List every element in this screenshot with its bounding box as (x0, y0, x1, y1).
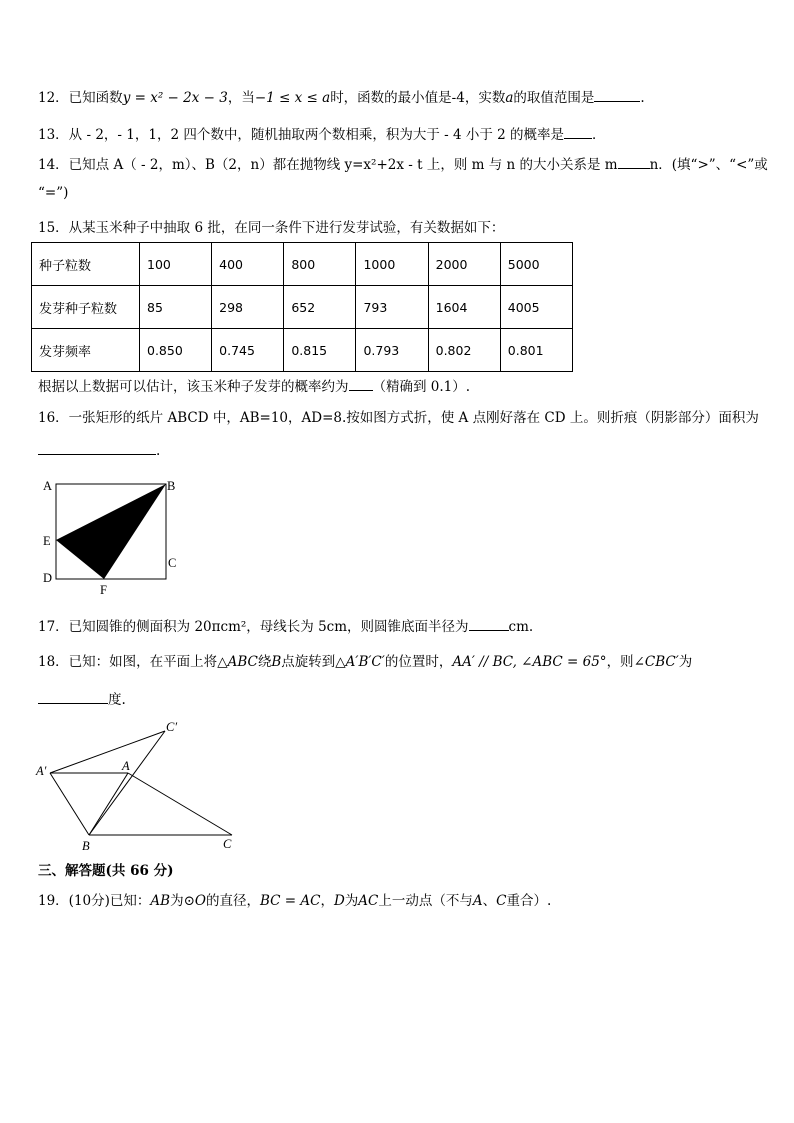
q13-end: ． (592, 127, 606, 143)
row-header: 种子粒数 (32, 243, 140, 286)
q17-end: cm. (508, 619, 534, 635)
q18-text-e: ，则 (606, 654, 634, 670)
q19-d: D (333, 893, 345, 909)
table-cell: 298 (212, 286, 284, 329)
q19-text-e: 为 (344, 893, 359, 909)
q12-end: . (640, 90, 645, 106)
q19-text-d: ， (320, 893, 334, 909)
question-15-intro: 15．从某玉米种子中抽取 6 批，在同一条件下进行发芽试验，有关数据如下： (38, 220, 505, 236)
q12-suffix: 的取值范围是 (513, 90, 595, 106)
table-cell: 5000 (500, 243, 572, 286)
table-cell: 1604 (428, 286, 500, 329)
q19-text-h: 重合）. (506, 893, 552, 909)
q18-text-d: 的位置时， (384, 654, 453, 670)
q19-ac: AC (358, 893, 379, 909)
q19-text-g: 、 (482, 893, 497, 909)
q18-line2: 度. (108, 692, 126, 708)
table-cell: 0.815 (284, 329, 356, 372)
label-b: B (82, 839, 90, 853)
q18-condition: AA′ // BC, ∠ABC = 65° (452, 654, 607, 670)
table-cell: 85 (140, 286, 212, 329)
label-c: C (168, 556, 177, 570)
question-19 (38, 891, 551, 911)
label-f: F (100, 583, 107, 597)
table-cell: 400 (212, 243, 284, 286)
q15-after-a: 根据以上数据可以估计，该玉米种子发芽的概率约为 (38, 379, 349, 395)
q19-text-a: 19．(10分)已知： (38, 893, 151, 909)
section-3-title: 三、解答题(共 66 分) (38, 863, 174, 879)
label-a-prime: A′ (36, 764, 47, 778)
label-a: A (43, 479, 53, 493)
label-c-prime: C′ (166, 720, 178, 734)
q13-text: 13．从 - 2，- 1，1，2 四个数中，随机抽取两个数相乘，积为大于 - 4 小于 2 的概率是 (38, 127, 565, 143)
table-cell: 652 (284, 286, 356, 329)
q19-text-f: 上一动点（不与 (378, 893, 473, 909)
q18-pt: B (271, 654, 282, 670)
segment-a-b (89, 773, 128, 835)
q12-function: y = x² − 2x − 3 (122, 90, 228, 106)
row-header: 发芽频率 (32, 329, 140, 372)
q18-text-a: 18．已知：如图，在平面上将 (38, 654, 218, 670)
q12-var: a (505, 90, 514, 106)
q14-line1-end: n．(填“>”、“<”或 (649, 157, 768, 173)
label-b: B (167, 479, 176, 493)
q12-range: −1 ≤ x ≤ a (254, 90, 331, 106)
q16-end: . (156, 443, 161, 459)
q14-line1: 14．已知点 A（ - 2，m）、B（2，n）都在抛物线 y=x²+2x - t 上，则 m 与 n 的大小关系是 m (38, 157, 618, 173)
q18-angle: ∠CBC′ (633, 654, 679, 670)
label-e: E (43, 534, 51, 548)
q19-c: C (496, 893, 507, 909)
label-d: D (43, 571, 53, 585)
table-cell: 2000 (428, 243, 500, 286)
q19-text-c: 的直径， (205, 893, 260, 909)
q15-after-b: （精确到 0.1）. (372, 379, 471, 395)
segment-b-c1 (89, 731, 165, 835)
table-cell: 800 (284, 243, 356, 286)
q12-mid2: 时，函数的最小值是-4，实数 (330, 90, 506, 106)
row-header: 发芽种子粒数 (32, 286, 140, 329)
q17-text: 17．已知圆锥的侧面积为 20πcm²，母线长为 5cm，则圆锥底面半径为 (38, 619, 469, 635)
table-cell: 1000 (356, 243, 428, 286)
q12-mid: ，当 (227, 90, 255, 106)
q19-ab: AB (150, 893, 171, 909)
segment-a1-b (50, 773, 89, 835)
table-cell: 100 (140, 243, 212, 286)
q18-text-c: 点旋转到 (281, 654, 336, 670)
label-c: C (223, 837, 232, 851)
q18-tri2: △A′B′C′ (335, 654, 385, 670)
segment-a1-c1 (50, 731, 165, 773)
table-cell: 0.801 (500, 329, 572, 372)
table-cell: 0.850 (140, 329, 212, 372)
question-14-line2: “=”) (38, 185, 69, 201)
q18-text-b: 绕 (257, 654, 272, 670)
table-cell: 4005 (500, 286, 572, 329)
label-a: A (122, 759, 130, 773)
q19-arcs: BC = AC (259, 893, 321, 909)
question-16: 16．一张矩形的纸片 ABCD 中，AB=10，AD=8.按如图方式折，使 A 点刚好落在 CD 上。则折痕（阴影部分）面积为 (38, 410, 759, 426)
table-cell: 0.793 (356, 329, 428, 372)
table-cell: 0.802 (428, 329, 500, 372)
q18-tri1: △ABC (217, 654, 258, 670)
q19-circle: ⊙O (183, 893, 206, 909)
q19-a: A (472, 893, 483, 909)
q19-text-b: 为 (170, 893, 184, 909)
q18-text-f: 为 (678, 654, 693, 670)
table-cell: 0.745 (212, 329, 284, 372)
table-cell: 793 (356, 286, 428, 329)
segment-a-c (128, 773, 232, 835)
q12-prefix: 12．已知函数 (38, 90, 123, 106)
